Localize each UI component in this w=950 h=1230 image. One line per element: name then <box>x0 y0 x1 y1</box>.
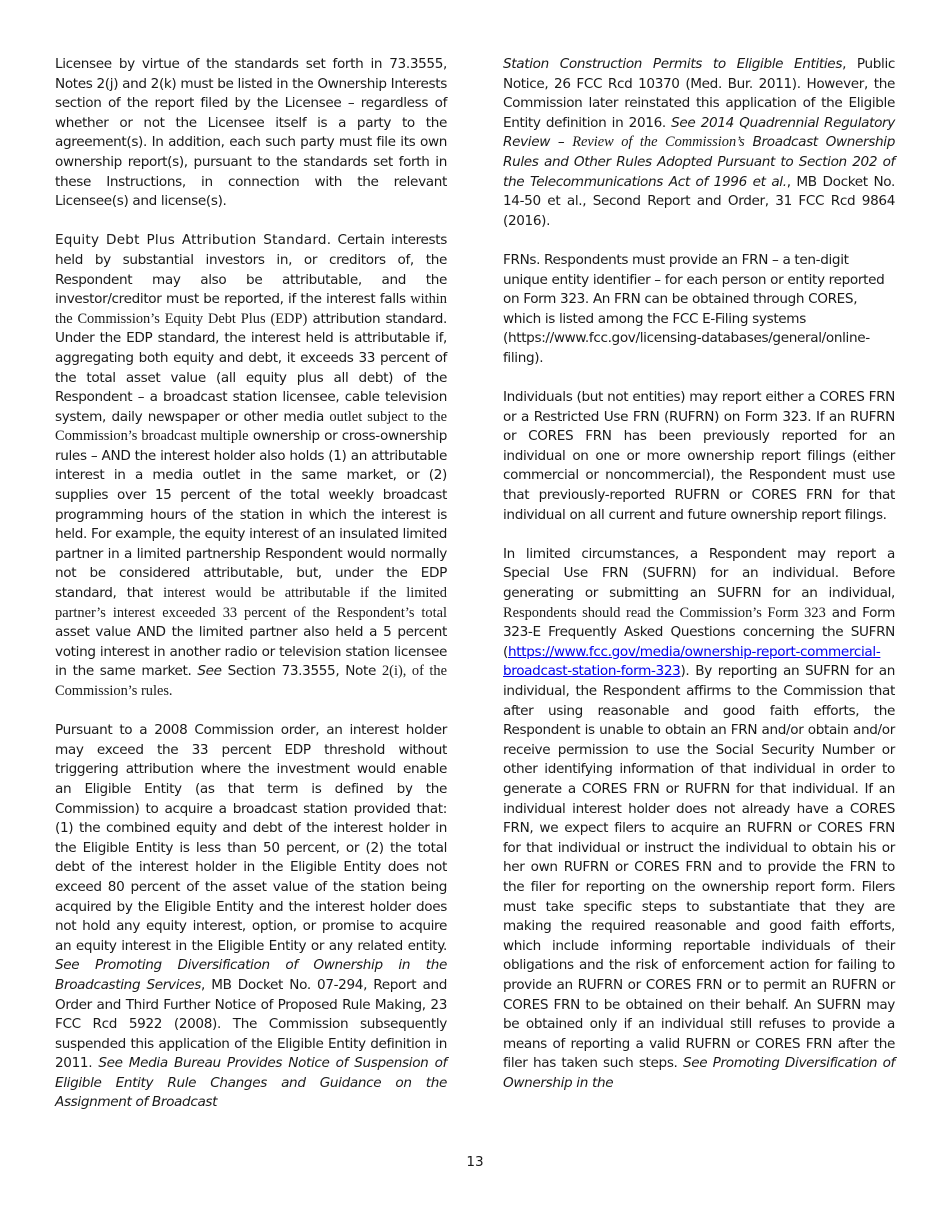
text-run: outlet subject to the Commission’s broadcast multiple <box>55 408 447 445</box>
citation-continuation-paragraph <box>503 55 895 231</box>
text-run: 2(i), of the Commission’s rules. <box>55 663 447 699</box>
text-run: and Form 323-E Frequently Asked Questions concerning the SUFRN ( <box>503 604 895 660</box>
eligible-entity-paragraph <box>55 721 447 1113</box>
right-column <box>503 55 895 1113</box>
frns-paragraph: FRNs. Respondents must provide an FRN – a ten-digit unique entity identifier – for each person or entity reported on Form 323. An FRN can be obtained through CORES, which is listed among the FCC E-Filing systems (https://www.fcc.gov/licensing-databases/general/online-filing). <box>503 251 885 366</box>
citation-title: See 2014 Quadrennial Regulatory Review – <box>503 114 895 151</box>
edp-standard-paragraph <box>55 231 447 701</box>
citation-title: See Promoting Diversification of Ownership in the <box>503 1055 895 1091</box>
edp-heading: Equity Debt Plus Attribution Standard. <box>55 232 332 249</box>
text-run: Section 73.3555, Note <box>221 663 382 680</box>
text-run: attribution standard. Under the EDP standard, the interest held is attributable if, aggregating both equity and debt, it exceeds 33 percent of the total asset value (all equity plus all debt) of the Respondent – a broadcast station licensee, cable television system, daily newspaper or other media <box>55 310 447 425</box>
text-run: , MB Docket No. 14-50 et al., Second Report and Order, 31 FCC Rcd 9864 (2016). <box>503 173 895 229</box>
text-run: ownership or cross-ownership rules – AND the interest holder also holds (1) an attributable interest in a media outlet in the same market, or (2) supplies over 15 percent of the total weekly broadcast programming hours of the station in which the interest is held. For example, the equity interest of an insulated limited partner in a limited partnership Respondent would normally not be considered attributable, but, under the EDP standard, that <box>55 428 447 602</box>
citation-title: Station Construction Permits to Eligible Entities <box>503 56 843 72</box>
individuals-frn-paragraph: Individuals (but not entities) may report either a CORES FRN or a Restricted Use FRN (RUFRN) on Form 323. If an RUFRN or CORES FRN has been previously reported for an individual on one or more ownership report filings (either commercial or noncommercial), the Respondent must use that previously-reported RUFRN or CORES FRN for that individual on all current and future ownership report filings. <box>503 389 895 523</box>
text-run: Respondents should read the Commission’s Form 323 <box>503 604 826 621</box>
fcc-form-323-link[interactable]: https://www.fcc.gov/media/ownership-report-commercial-broadcast-station-form-323 <box>503 643 881 680</box>
citation-title: See Media Bureau Provides Notice of Suspension of Eligible Entity Rule Changes and Guidance on the Assignment of Broadcast <box>55 1055 447 1111</box>
text-run: Pursuant to a 2008 Commission order, an interest holder may exceed the 33 percent EDP threshold without triggering attribution where the investment would enable an Eligible Entity (as that term is defined by the Commission) to acquire a broadcast station provided that: (1) the combined equity and debt of the interest holder in the Eligible Entity is less than 50 percent, or (2) the total debt of the interest holder in the Eligible Entity does not exceed 80 percent of the asset value of the station being acquired by the Eligible Entity and the interest holder does not hold any equity interest, option, or promise to acquire an equity interest in the Eligible Entity or any related entity. <box>55 722 447 954</box>
left-column <box>55 55 447 1133</box>
text-run: asset value AND the limited partner also held a 5 percent voting interest in another radio or television station licensee in the same market. <box>55 624 447 680</box>
citation-title: Broadcast Ownership Rules and Other Rules Adopted Pursuant to Section 202 of the Telecommunications Act of 1996 et al. <box>503 134 895 190</box>
sufrn-paragraph <box>503 545 895 1094</box>
text-run: ). By reporting an SUFRN for an individual, the Respondent affirms to the Commission that after using reasonable and good faith efforts, the Respondent is unable to obtain an FRN and/or obtain and/or receive permission to use the Social Security Number or other identifying information of that individual in order to generate a CORES FRN or RUFRN for that individual. If an individual interest holder does not already have a CORES FRN, we expect filers to acquire an RUFRN or CORES FRN for that individual or instruct the individual to obtain his or her own RUFRN or CORES FRN and to provide the FRN to the filer for reporting on the ownership report form. Filers must take specific steps to substantiate that they are making the required reasonable and good faith efforts, which include informing reportable individuals of their obligations and the risk of enforcement action for failing to provide an RUFRN or CORES FRN or to permit an RUFRN or CORES FRN to be obtained on their behalf. An SUFRN may be obtained only if an individual still refuses to provide a means of reporting a valid RUFRN or CORES FRN after the filer has taken such steps. <box>503 663 895 1072</box>
licensee-paragraph: Licensee by virtue of the standards set forth in 73.3555, Notes 2(j) and 2(k) must be listed in the Ownership Interests section of the report filed by the Licensee – regardless of whether or not the Licensee itself is a party to the agreement(s). In addition, each such party must file its own ownership report(s), pursuant to the standards set forth in these Instructions, in connection with the relevant Licensee(s) and license(s). <box>55 56 447 210</box>
text-run: In limited circumstances, a Respondent may report a Special Use FRN (SUFRN) for an individual. Before generating or submitting an SUFRN for an individual, <box>503 545 895 602</box>
text-run: Certain interests held by substantial investors in, or creditors of, the Respondent may also be attributable, and the investor/creditor must be reported, if the interest falls <box>55 232 447 308</box>
text-run: within the Commission’s Equity Debt Plus (EDP) <box>55 291 447 327</box>
citation-title: Review of the Commission’s <box>572 134 745 151</box>
text-run: , MB Docket No. 07-294, Report and Order and Third Further Notice of Proposed Rule Making, 23 FCC Rcd 5922 (2008). The Commission subsequently suspended this application of the Eligible Entity definition in 2011. <box>55 976 447 1072</box>
citation-signal: See <box>197 663 222 680</box>
citation-title: See Promoting Diversification of Ownership in the Broadcasting Services <box>55 957 447 993</box>
page-number: 13 <box>466 1154 484 1170</box>
text-run: interest would be attributable if the limited partner’s interest exceeded 33 percent of the Respondent’s total <box>55 585 447 621</box>
text-run: , Public Notice, 26 FCC Rcd 10370 (Med. Bur. 2011). However, the Commission later reinstated this application of the Eligible Entity definition in 2016. <box>503 56 895 131</box>
